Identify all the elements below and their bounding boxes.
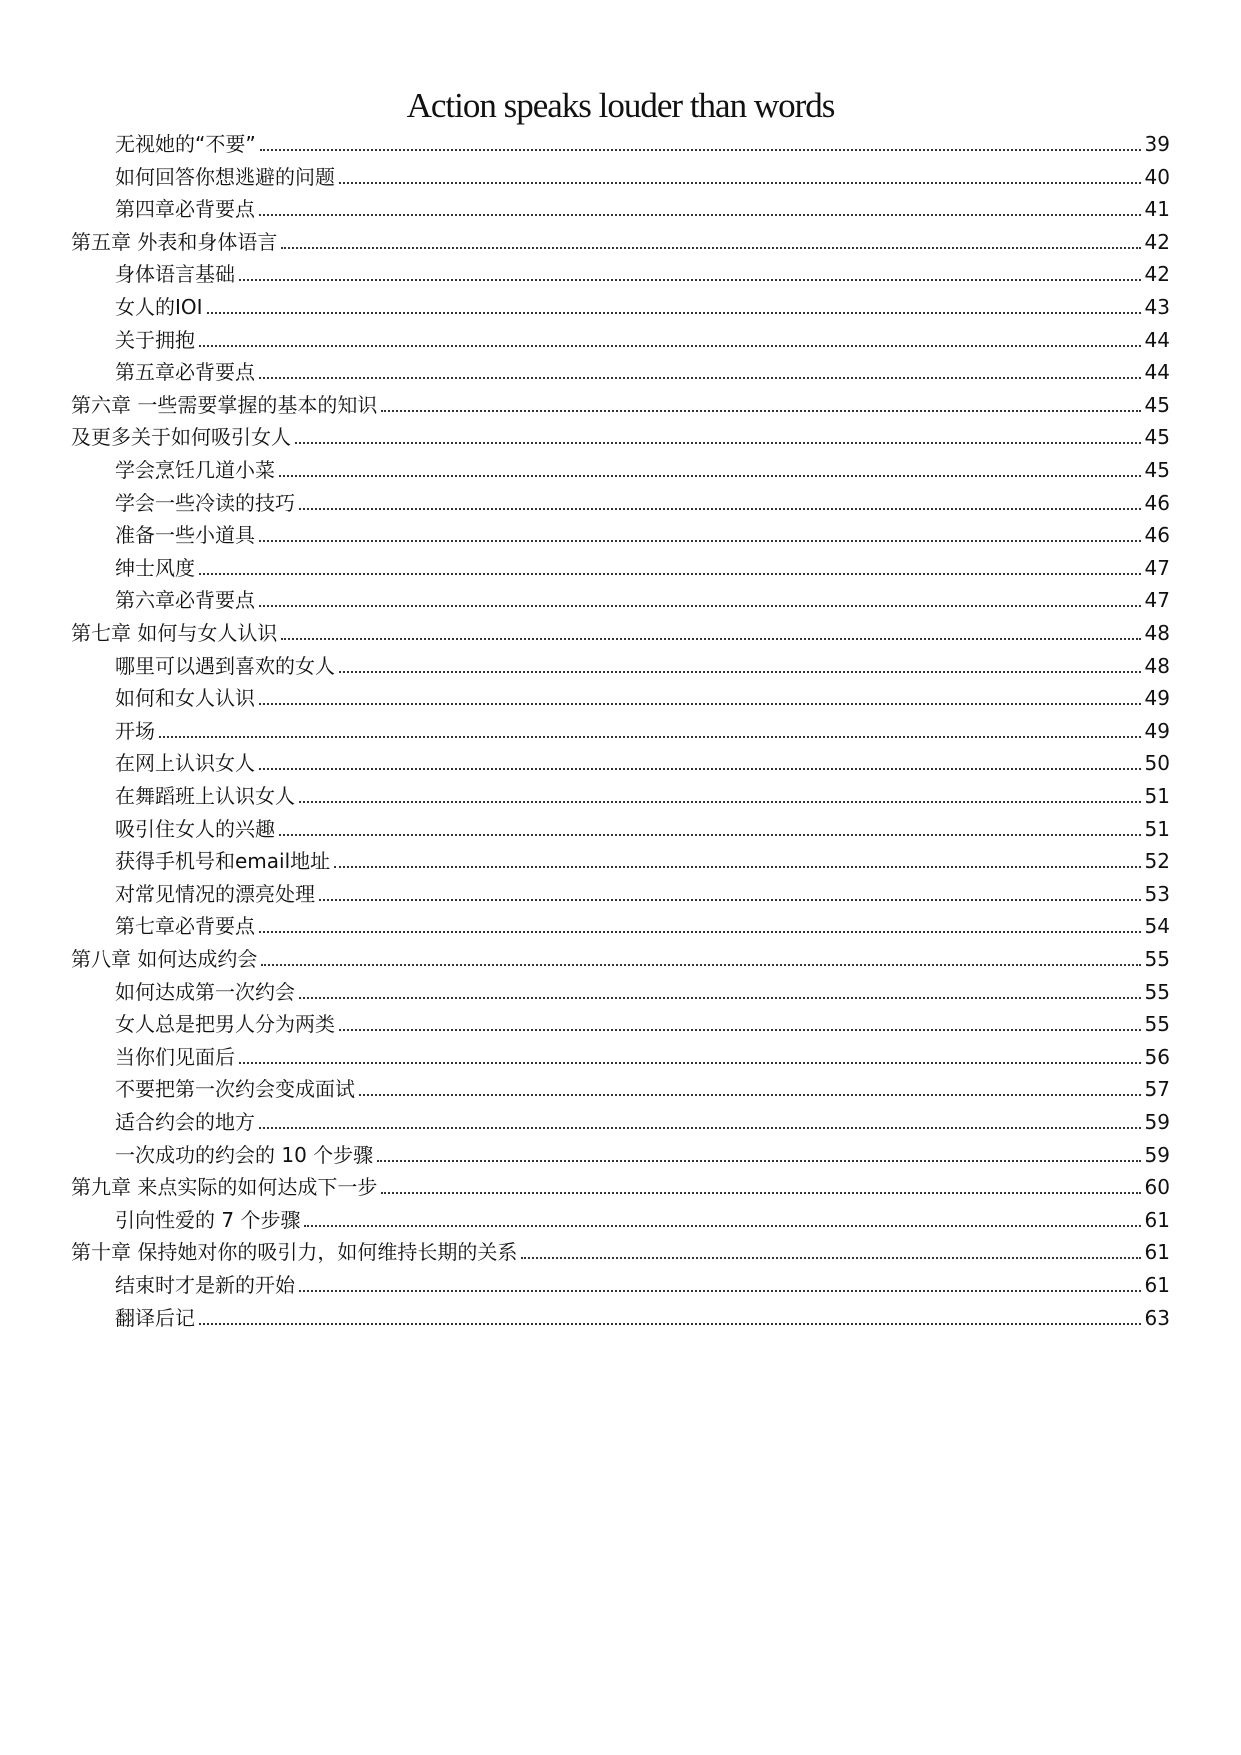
toc-entry-page-number: 61 xyxy=(1144,1273,1170,1297)
toc-entry[interactable] xyxy=(71,941,1170,973)
page-title: Action speaks louder than words xyxy=(406,86,835,125)
toc-entry-page-number: 55 xyxy=(1144,1012,1170,1037)
toc-entry[interactable] xyxy=(115,1202,1170,1234)
toc-entry[interactable] xyxy=(115,1039,1170,1071)
toc-entry-page-number: 49 xyxy=(1144,718,1170,743)
toc-entry[interactable] xyxy=(115,811,1170,843)
dot-leader xyxy=(259,214,1141,216)
toc-entry-label: 吸引住女人的兴趣 xyxy=(115,816,275,841)
toc-entry[interactable] xyxy=(115,159,1170,191)
toc-entry-page-number: 45 xyxy=(1144,425,1170,450)
dot-leader xyxy=(261,964,1140,966)
toc-entry-label: 第十章 保持她对你的吸引力，如何维持长期的关系 xyxy=(71,1240,518,1265)
toc-entry[interactable] xyxy=(115,452,1170,484)
toc-entry[interactable] xyxy=(71,615,1170,647)
toc-entry-page-number: 41 xyxy=(1144,197,1170,222)
toc-entry[interactable] xyxy=(115,517,1170,549)
toc-entry[interactable] xyxy=(115,126,1170,158)
dot-leader xyxy=(339,182,1141,184)
dot-leader xyxy=(259,1127,1141,1129)
toc-entry-label: 学会烹饪几道小菜 xyxy=(115,458,275,482)
toc-entry-page-number: 59 xyxy=(1144,1110,1170,1134)
toc-entry[interactable] xyxy=(71,387,1170,419)
dot-leader xyxy=(381,1192,1140,1194)
dot-leader xyxy=(299,801,1141,803)
dot-leader xyxy=(359,1094,1141,1096)
toc-entry-page-number: 51 xyxy=(1144,816,1170,841)
toc-entry-label: 第六章必背要点 xyxy=(115,588,255,613)
toc-entry[interactable] xyxy=(115,843,1170,875)
toc-entry-label: 对常见情况的漂亮处理 xyxy=(115,881,315,906)
toc-entry-label: 获得手机号和email地址 xyxy=(115,849,331,874)
toc-entry-label: 适合约会的地方 xyxy=(115,1110,255,1134)
dot-leader xyxy=(319,899,1141,901)
toc-entry[interactable] xyxy=(115,550,1170,582)
dot-leader xyxy=(279,834,1141,836)
dot-leader xyxy=(299,508,1141,510)
toc-entry-page-number: 55 xyxy=(1144,947,1170,971)
toc-entry[interactable] xyxy=(115,876,1170,908)
toc-entry-label: 女人的IOI xyxy=(115,295,203,319)
toc-entry-page-number: 42 xyxy=(1144,229,1170,254)
toc-entry-page-number: 43 xyxy=(1144,295,1170,319)
toc-entry-page-number: 61 xyxy=(1144,1207,1170,1232)
dot-leader xyxy=(199,573,1141,575)
toc-entry-page-number: 45 xyxy=(1144,392,1170,417)
dot-leader xyxy=(260,149,1141,151)
toc-entry-label: 如何回答你想逃避的问题 xyxy=(115,164,335,189)
toc-entry[interactable] xyxy=(115,974,1170,1006)
toc-entry-label: 第九章 来点实际的如何达成下一步 xyxy=(71,1175,378,1200)
toc-entry[interactable] xyxy=(115,1006,1170,1038)
dot-leader xyxy=(339,671,1141,673)
toc-entry-page-number: 47 xyxy=(1144,588,1170,613)
toc-entry[interactable] xyxy=(71,419,1170,451)
dot-leader xyxy=(159,736,1141,738)
dot-leader xyxy=(381,410,1140,412)
toc-entry-label: 第七章必背要点 xyxy=(115,914,255,939)
toc-entry[interactable] xyxy=(115,680,1170,712)
toc-entry-page-number: 51 xyxy=(1144,784,1170,808)
toc-entry-label: 第八章 如何达成约会 xyxy=(71,947,258,971)
toc-entry-label: 翻译后记 xyxy=(115,1305,195,1330)
toc-entry[interactable] xyxy=(115,191,1170,223)
toc-entry[interactable] xyxy=(115,908,1170,940)
dot-leader xyxy=(299,1290,1141,1292)
toc-entry-page-number: 48 xyxy=(1144,653,1170,678)
dot-leader xyxy=(304,1225,1140,1227)
toc-entry[interactable] xyxy=(115,1071,1170,1103)
dot-leader xyxy=(339,1029,1141,1031)
toc-entry-page-number: 42 xyxy=(1144,262,1170,287)
toc-entry-label: 不要把第一次约会变成面试 xyxy=(115,1077,355,1102)
toc-entry-label: 绅士风度 xyxy=(115,555,195,580)
toc-entry-page-number: 49 xyxy=(1144,686,1170,711)
toc-entry-label: 第七章 如何与女人认识 xyxy=(71,621,278,645)
toc-entry[interactable] xyxy=(115,1267,1170,1299)
toc-entry-label: 在舞蹈班上认识女人 xyxy=(115,784,295,808)
dot-leader xyxy=(199,1323,1141,1325)
toc-entry-page-number: 52 xyxy=(1144,849,1170,874)
dot-leader xyxy=(281,638,1140,640)
toc-entry-page-number: 46 xyxy=(1144,490,1170,515)
toc-entry-label: 在网上认识女人 xyxy=(115,751,255,776)
dot-leader xyxy=(259,768,1141,770)
dot-leader xyxy=(334,866,1140,868)
toc-entry[interactable] xyxy=(115,713,1170,745)
toc-entry-label: 如何和女人认识 xyxy=(115,686,255,711)
dot-leader xyxy=(207,312,1141,314)
toc-entry-page-number: 50 xyxy=(1144,751,1170,776)
toc-entry[interactable] xyxy=(115,354,1170,386)
toc-entry-label: 女人总是把男人分为两类 xyxy=(115,1012,335,1037)
toc-entry-page-number: 39 xyxy=(1144,132,1170,156)
toc-entry-label: 及更多关于如何吸引女人 xyxy=(71,425,291,450)
dot-leader xyxy=(199,345,1141,347)
toc-entry-page-number: 59 xyxy=(1144,1142,1170,1167)
dot-leader xyxy=(377,1160,1140,1162)
toc-entry-label: 第六章 一些需要掌握的基本的知识 xyxy=(71,392,378,417)
toc-entry[interactable] xyxy=(115,322,1170,354)
toc-entry-label: 无视她的“不要” xyxy=(115,132,256,156)
toc-entry[interactable] xyxy=(115,1137,1170,1169)
dot-leader xyxy=(259,377,1141,379)
toc-entry-page-number: 54 xyxy=(1144,914,1170,939)
toc-entry-page-number: 61 xyxy=(1144,1240,1170,1265)
dot-leader xyxy=(239,279,1141,281)
toc-entry[interactable] xyxy=(71,224,1170,256)
dot-leader xyxy=(259,540,1141,542)
toc-entry-page-number: 44 xyxy=(1144,327,1170,352)
toc-entry-page-number: 47 xyxy=(1144,555,1170,580)
toc-entry-page-number: 56 xyxy=(1144,1044,1170,1069)
toc-entry-label: 身体语言基础 xyxy=(115,262,235,287)
dot-leader xyxy=(239,1062,1141,1064)
toc-entry[interactable] xyxy=(71,1234,1170,1266)
toc-entry-page-number: 53 xyxy=(1144,881,1170,906)
toc-entry-label: 当你们见面后 xyxy=(115,1044,235,1069)
toc-entry[interactable] xyxy=(115,745,1170,777)
toc-entry-label: 关于拥抱 xyxy=(115,327,195,352)
toc-entry-label: 准备一些小道具 xyxy=(115,523,255,548)
dot-leader xyxy=(295,442,1141,444)
dot-leader xyxy=(279,475,1141,477)
toc-entry-label: 学会一些冷读的技巧 xyxy=(115,490,295,515)
toc-entry[interactable] xyxy=(115,485,1170,517)
toc-entry[interactable] xyxy=(115,256,1170,288)
toc-entry-page-number: 44 xyxy=(1144,360,1170,385)
toc-entry-label: 引向性爱的 7 个步骤 xyxy=(115,1207,301,1232)
toc-entry-page-number: 46 xyxy=(1144,523,1170,548)
toc-entry-page-number: 48 xyxy=(1144,621,1170,645)
dot-leader xyxy=(259,931,1141,933)
toc-entry-label: 一次成功的约会的 10 个步骤 xyxy=(115,1142,374,1167)
toc-entry-page-number: 63 xyxy=(1144,1305,1170,1330)
toc-entry-page-number: 55 xyxy=(1144,979,1170,1004)
toc-entry-page-number: 57 xyxy=(1144,1077,1170,1102)
toc-entry-label: 开场 xyxy=(115,718,155,743)
toc-entry-label: 如何达成第一次约会 xyxy=(115,979,295,1004)
dot-leader xyxy=(281,247,1140,249)
toc-entry[interactable] xyxy=(71,1169,1170,1201)
toc-entry[interactable] xyxy=(115,778,1170,810)
toc-entry-label: 第五章 外表和身体语言 xyxy=(71,229,278,254)
toc-entry-label: 第五章必背要点 xyxy=(115,360,255,385)
dot-leader xyxy=(259,605,1141,607)
toc-entry-page-number: 60 xyxy=(1144,1175,1170,1200)
toc-entry[interactable] xyxy=(115,289,1170,321)
toc-entry-label: 结束时才是新的开始 xyxy=(115,1273,295,1297)
dot-leader xyxy=(259,703,1141,705)
toc-entry-page-number: 45 xyxy=(1144,458,1170,482)
toc-entry[interactable] xyxy=(115,648,1170,680)
toc-entry[interactable] xyxy=(115,582,1170,614)
toc-entry-label: 哪里可以遇到喜欢的女人 xyxy=(115,653,335,678)
dot-leader xyxy=(521,1257,1140,1259)
toc-entry[interactable] xyxy=(115,1104,1170,1136)
toc-entry[interactable] xyxy=(115,1300,1170,1332)
dot-leader xyxy=(299,997,1141,999)
toc-entry-label: 第四章必背要点 xyxy=(115,197,255,222)
toc-entry-page-number: 40 xyxy=(1144,164,1170,189)
